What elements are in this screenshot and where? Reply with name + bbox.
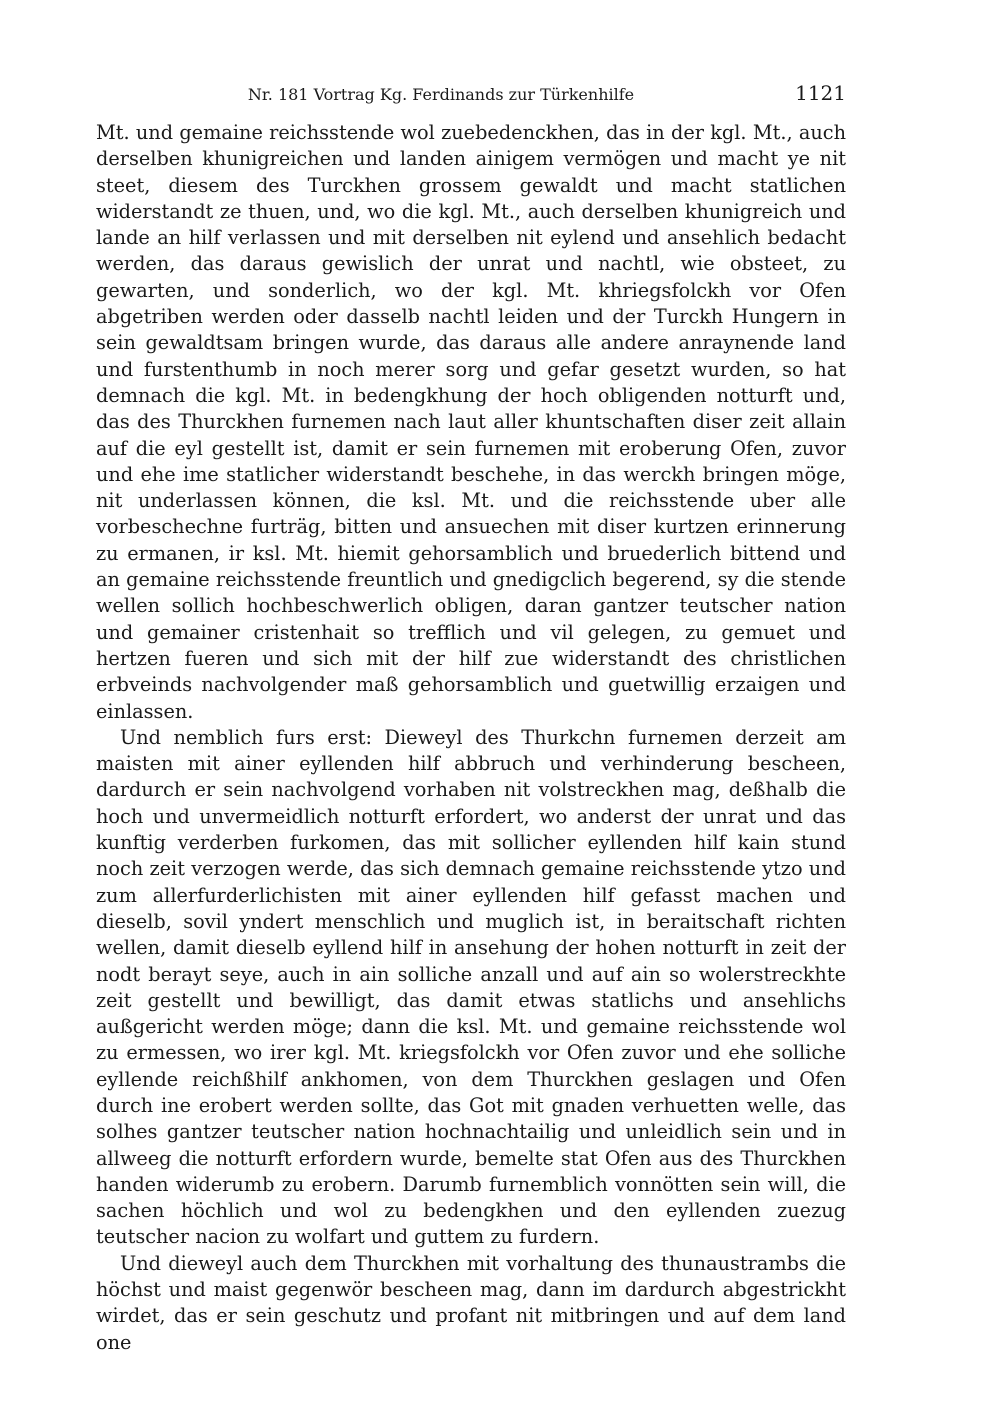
paragraph-3: Und dieweyl auch dem Thurckhen mit vorhaltung des thunaustrambs die höchst und maist gegenwör bescheen mag, dann im dardurch abgestrickht wirdet, das er sein geschutz und profant nit mitbringen und auf dem land one (96, 1251, 846, 1354)
paragraph-1: Mt. und gemaine reichsstende wol zuebedenckhen, das in der kgl. Mt., auch derselben khunigreichen und landen ainigem vermögen und macht ye nit steet, diesem des Turckhen grossem gewaldt und macht statlichen widerstandt ze thuen, und, wo die kgl. Mt., auch derselben khunigreich und lande an hilf verlassen und mit derselben nit eylend und ansehlich bedacht werden, das daraus gewislich der unrat und nachtl, wie obsteet, zu gewarten, und sonderlich, wo der kgl. Mt. khriegsfolckh vor Ofen abgetriben werden oder dasselb nachtl leiden und der Turckh Hungern in sein gewaldtsam bringen wurde, das daraus alle andere anraynende land und furstenthumb in noch merer sorg und gefar gesetzt wurden, so hat demnach die kgl. Mt. in bedengkhung der hoch obligenden notturft und, das des Thurckhen furnemen nach laut aller khuntschaften diser zeit allain auf die eyl gestellt ist, damit er sein furnemen mit eroberung Ofen, zuvor und ehe ime statlicher widerstandt beschehe, in das werckh bringen möge, nit underlassen können, die ksl. Mt. und die reichsstende uber alle vorbeschechne furträg, bitten und ansuechen mit diser kurtzen erinnerung zu ermanen, ir ksl. Mt. hiemit gehorsamblich und bruederlich bittend und an gemaine reichsstende freuntlich und gnedigclich begerend, sy die stende wellen sollich hochbeschwerlich obligen, daran gantzer teutscher nation und gemainer cristenhait so trefflich und vil gelegen, zu gemuet und hertzen fueren und sich mit der hilf zue widerstandt des christlichen erbveinds nachvolgender maß gehorsamblich und guetwillig erzaigen und einlassen. (96, 121, 846, 723)
paragraph-2: Und nemblich furs erst: Dieweyl des Thurkchn furnemen derzeit am maisten mit ainer eyllenden hilf abbruch und verhinderung bescheen, dardurch er sein nachvolgend vorhaben nit volstreckhen mag, deßhalb die hoch und unvermeidlich notturft erfordert, wo anderst der unrat und das kunftig verderben furkomen, das mit sollicher eyllenden hilf kain stund noch zeit verzogen werde, das sich demnach gemaine reichsstende ytzo und zum allerfurderlichisten mit ainer eyllenden hilf gefasst machen und dieselb, sovil yndert menschlich und muglich ist, in beraitschaft richten wellen, damit dieselb eyllend hilf in ansehung der hohen notturft in zeit der nodt berayt seye, auch in ain solliche anzall und auf ain so wolerstreckhte zeit gestellt und bewilligt, das damit etwas statlichs und ansehlichs außgericht werden möge; dann die ksl. Mt. und gemaine reichsstende wol zu ermessen, wo irer kgl. Mt. kriegsfolckh vor Ofen zuvor und ehe solliche eyllende reichßhilf ankhomen, von dem Thurckhen geslagen und Ofen durch ine erobert werden sollte, das Got mit gnaden verhuetten welle, das solhes gantzer teutscher nation hochnachtailig und unleidlich sein und in allweeg die notturft erfordern wurde, bemelte stat Ofen aus des Thurckhen handen widerumb zu erobern. Darumb furnemblich vonnötten sein will, die sachen höchlich und wol zu bedengkhen und den eyllenden zuezug teutscher nacion zu wolfart und guttem zu furdern. (96, 725, 846, 1249)
running-title: Nr. 181 Vortrag Kg. Ferdinands zur Türkenhilfe (247, 85, 635, 104)
page-number: 1121 (795, 81, 846, 105)
running-head (96, 80, 846, 110)
body-text (96, 120, 846, 1356)
